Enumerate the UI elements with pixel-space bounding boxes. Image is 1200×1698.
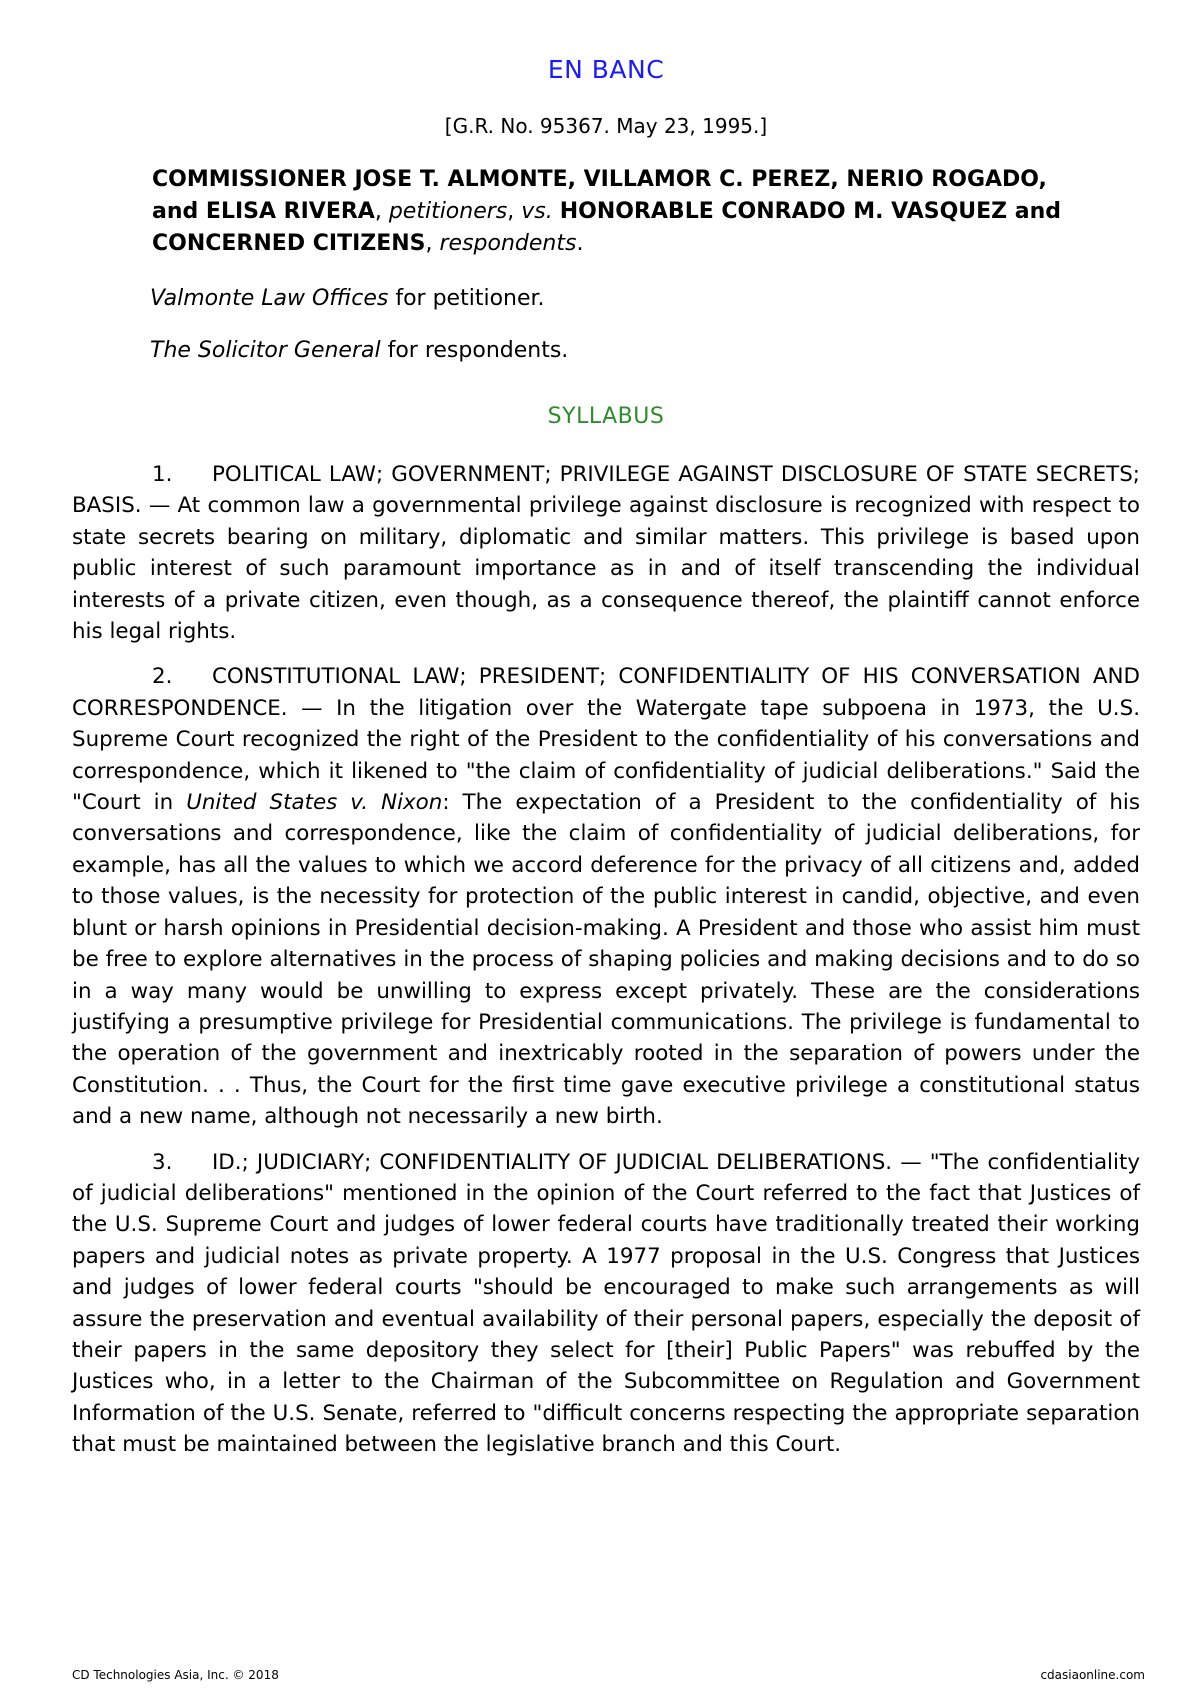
syllabus-item-text: ID.; JUDICIARY; CONFIDENTIALITY OF JUDICIAL DELIBERATIONS. — "The confidentiality of judicial deliberations" mentioned in the opinion of the Court referred to the fact that Justices of the U.S. Supreme Court and judges of lower federal courts have traditionally treated their working papers and judicial notes as private property. A 1977 proposal in the U.S. Congress that Justices and judges of lower federal courts "should be encouraged to make such arrangements as will assure the preservation and eventual availability of their personal papers, especially the deposit of their papers in the same depository they select for [their] Public Papers" was rebuffed by the Justices who, in a letter to the Chairman of the Subcommittee on Regulation and Government Information of the U.S. Senate, referred to "difficult concerns respecting the appropriate separation that must be maintained between the legislative branch and this Court. [72, 1149, 1140, 1458]
counsel-petitioner [150, 284, 1140, 314]
court-division: EN BANC [547, 55, 665, 84]
syllabus-item-number: 1. [152, 462, 173, 487]
syllabus-item-number: 3. [152, 1149, 173, 1175]
petitioners-names: COMMISSIONER JOSE T. ALMONTE, VILLAMOR C. PEREZ, NERIO ROGADO, and ELISA RIVERA [152, 167, 1047, 224]
syllabus-item-text: CONSTITUTIONAL LAW; PRESIDENT; CONFIDENTIALITY OF HIS CONVERSATION AND CORRESPONDENCE. — In the litigation over the Watergate tape subpoena in 1973, the U.S. Supreme Court recognized the right of the President to the confidentiality of his conversations and correspondence, which it likened to "the claim of confidentiality of judicial deliberations." Said the "Court in [72, 664, 1140, 816]
counsel-respondents [150, 336, 1140, 366]
document-page [72, 55, 1140, 1475]
syllabus-item [72, 1147, 1140, 1461]
footer-website: cdasiaonline.com [1040, 1668, 1145, 1682]
syllabus-item [72, 661, 1140, 1132]
syllabus-item [72, 459, 1140, 647]
syllabus-item-number: 2. [152, 664, 173, 690]
petitioners-label: petitioners [388, 199, 508, 224]
counsel-role: for petitioner. [388, 286, 545, 311]
footer-copyright: CD Technologies Asia, Inc. © 2018 [72, 1668, 279, 1682]
case-parties: COMMISSIONER JOSE T. ALMONTE, VILLAMOR C. PEREZ, NERIO ROGADO, and ELISA RIVERA, petitioners, vs. HONORABLE CONRADO M. VASQUEZ and CONCERNED CITIZENS, respondents. [152, 167, 1062, 256]
syllabus-item-text-continued: : The expectation of a President to the confidentiality of his conversations and correspondence, like the claim of confidentiality of judicial deliberations, for example, has all the values to which we accord deference for the privacy of all citizens and, added to those values, is the necessity for protection of the public interest in candid, objective, and even blunt or harsh opinions in Presidential decision-making. A President and those who assist him must be free to explore alternatives in the process of shaping policies and making decisions and to do so in a way many would be unwilling to express except privately. These are the considerations justifying a presumptive privilege for Presidential communications. The privilege is fundamental to the operation of the government and inextricably rooted in the separation of powers under the Constitution. . . Thus, the Court for the first time gave executive privilege a constitutional status and a new name, although not necessarily a new birth. [72, 790, 1140, 1130]
case-citation: United States v. Nixon [186, 790, 443, 816]
case-number: [G.R. No. 95367. May 23, 1995.] [444, 114, 768, 138]
versus: vs. [521, 199, 553, 224]
counsel-name: The Solicitor General [150, 338, 381, 363]
counsel-role: for respondents. [380, 338, 569, 363]
respondents-label: respondents [439, 231, 577, 256]
syllabus-item-text: POLITICAL LAW; GOVERNMENT; PRIVILEGE AGAINST DISCLOSURE OF STATE SECRETS; BASIS. — At common law a governmental privilege against disclosure is recognized with respect to state secrets bearing on military, diplomatic and similar matters. This privilege is based upon public interest of such paramount importance as in and of itself transcending the individual interests of a private citizen, even though, as a consequence thereof, the plaintiff cannot enforce his legal rights. [72, 462, 1140, 645]
respondents-names: HONORABLE CONRADO M. VASQUEZ and CONCERNED CITIZENS [152, 199, 1062, 256]
counsel-name: Valmonte Law Offices [150, 286, 389, 311]
syllabus-heading: SYLLABUS [547, 404, 665, 429]
